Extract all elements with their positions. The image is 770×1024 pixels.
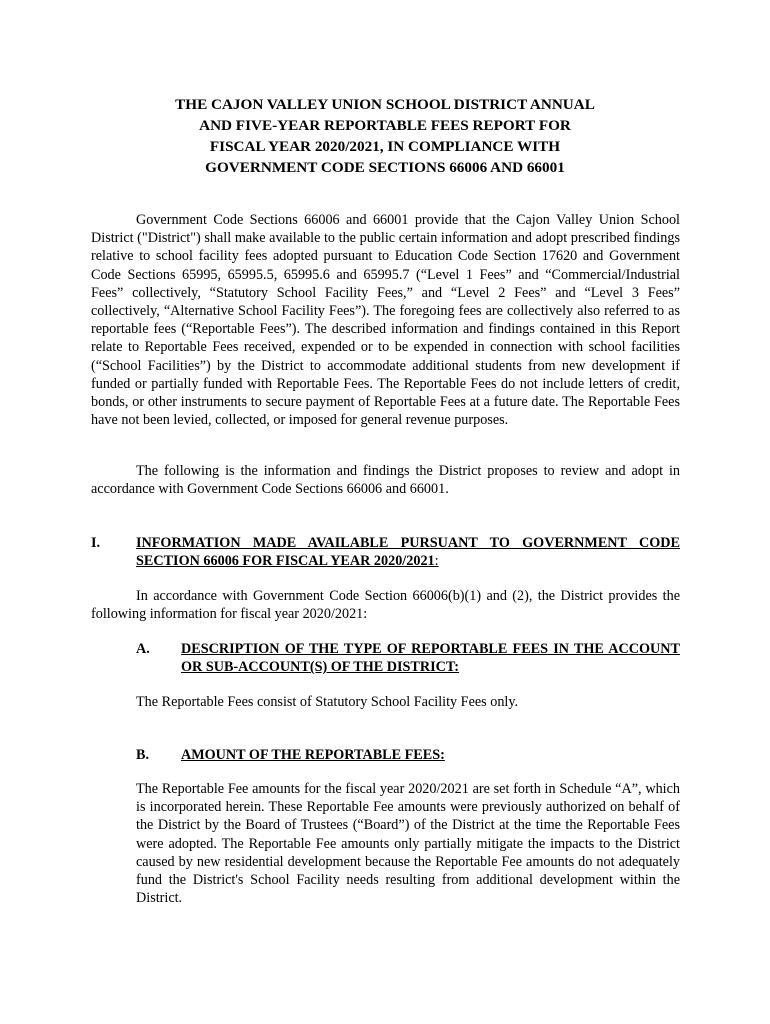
subsection-a-title: DESCRIPTION OF THE TYPE OF REPORTABLE FEES IN THE ACCOUNT OR SUB-ACCOUNT(S) OF THE DISTRICT: xyxy=(181,641,680,676)
section-1-heading xyxy=(91,534,680,570)
section-1-title: INFORMATION MADE AVAILABLE PURSUANT TO GOVERNMENT CODE SECTION 66006 FOR FISCAL YEAR 2020/2021 xyxy=(136,535,680,570)
subsection-b-number: B. xyxy=(136,747,150,763)
subsection-b-heading xyxy=(136,746,680,764)
section-1-colon: : xyxy=(434,553,439,570)
document-title xyxy=(90,94,680,178)
section-1-title-block xyxy=(136,534,680,570)
title-line-2: AND FIVE-YEAR REPORTABLE FEES REPORT FOR xyxy=(199,117,571,134)
title-line-1: THE CAJON VALLEY UNION SCHOOL DISTRICT ANNUAL xyxy=(175,96,595,113)
title-line-3: FISCAL YEAR 2020/2021, IN COMPLIANCE WITH xyxy=(209,138,561,155)
subsection-a-body: The Reportable Fees consist of Statutory School Facility Fees only. xyxy=(136,694,519,710)
section-1-intro: In accordance with Government Code Section 66006(b)(1) and (2), the District provides the following information for fiscal year 2020/2021: xyxy=(91,588,680,623)
subsection-b-title: AMOUNT OF THE REPORTABLE FEES: xyxy=(181,747,445,763)
intro-paragraph: Government Code Sections 66006 and 66001 provide that the Cajon Valley Union School District ("District") shall make available to the public certain information and adopt prescribed findings relative to school facility fees adopted pursuant to Education Code Section 17620 and Government Code Sections 65995, 65995.5, 65995.6 and 65995.7 (“Level 1 Fees” and “Commercial/Industrial Fees” collectively, “Statutory School Facility Fees,” and “Level 2 Fees” and “Level 3 Fees” collectively, “Alternative School Facility Fees”). The foregoing fees are collectively also referred to as reportable fees (“Reportable Fees”). The described information and findings contained in this Report relate to Reportable Fees received, expended or to be expended in connection with school facilities (“School Facilities”) by the District to accommodate additional students from new development if funded or partially funded with Reportable Fees. The Reportable Fees do not include letters of credit, bonds, or other instruments to secure payment of Reportable Fees at a future date. The Reportable Fees have not been levied, collected, or imposed for general revenue purposes. xyxy=(91,212,680,429)
subsection-b-body: The Reportable Fee amounts for the fiscal year 2020/2021 are set forth in Schedule “A”, which is incorporated herein. These Reportable Fee amounts were previously authorized on behalf of the District by the Board of Trustees (“Board”) of the District at the time the Reportable Fees were adopted. The Reportable Fee amounts only partially mitigate the impacts to the District caused by new residential development because the Reportable Fee amounts do not adequately fund the District's School Facility needs resulting from additional development within the District. xyxy=(136,781,680,907)
subsection-a-number: A. xyxy=(136,641,150,657)
section-1-number: I. xyxy=(91,535,101,551)
following-paragraph: The following is the information and findings the District proposes to review and adopt in accordance with Government Code Sections 66006 and 66001. xyxy=(91,463,680,498)
title-line-4: GOVERNMENT CODE SECTIONS 66006 AND 66001 xyxy=(205,159,565,176)
subsection-a-heading xyxy=(136,640,680,676)
